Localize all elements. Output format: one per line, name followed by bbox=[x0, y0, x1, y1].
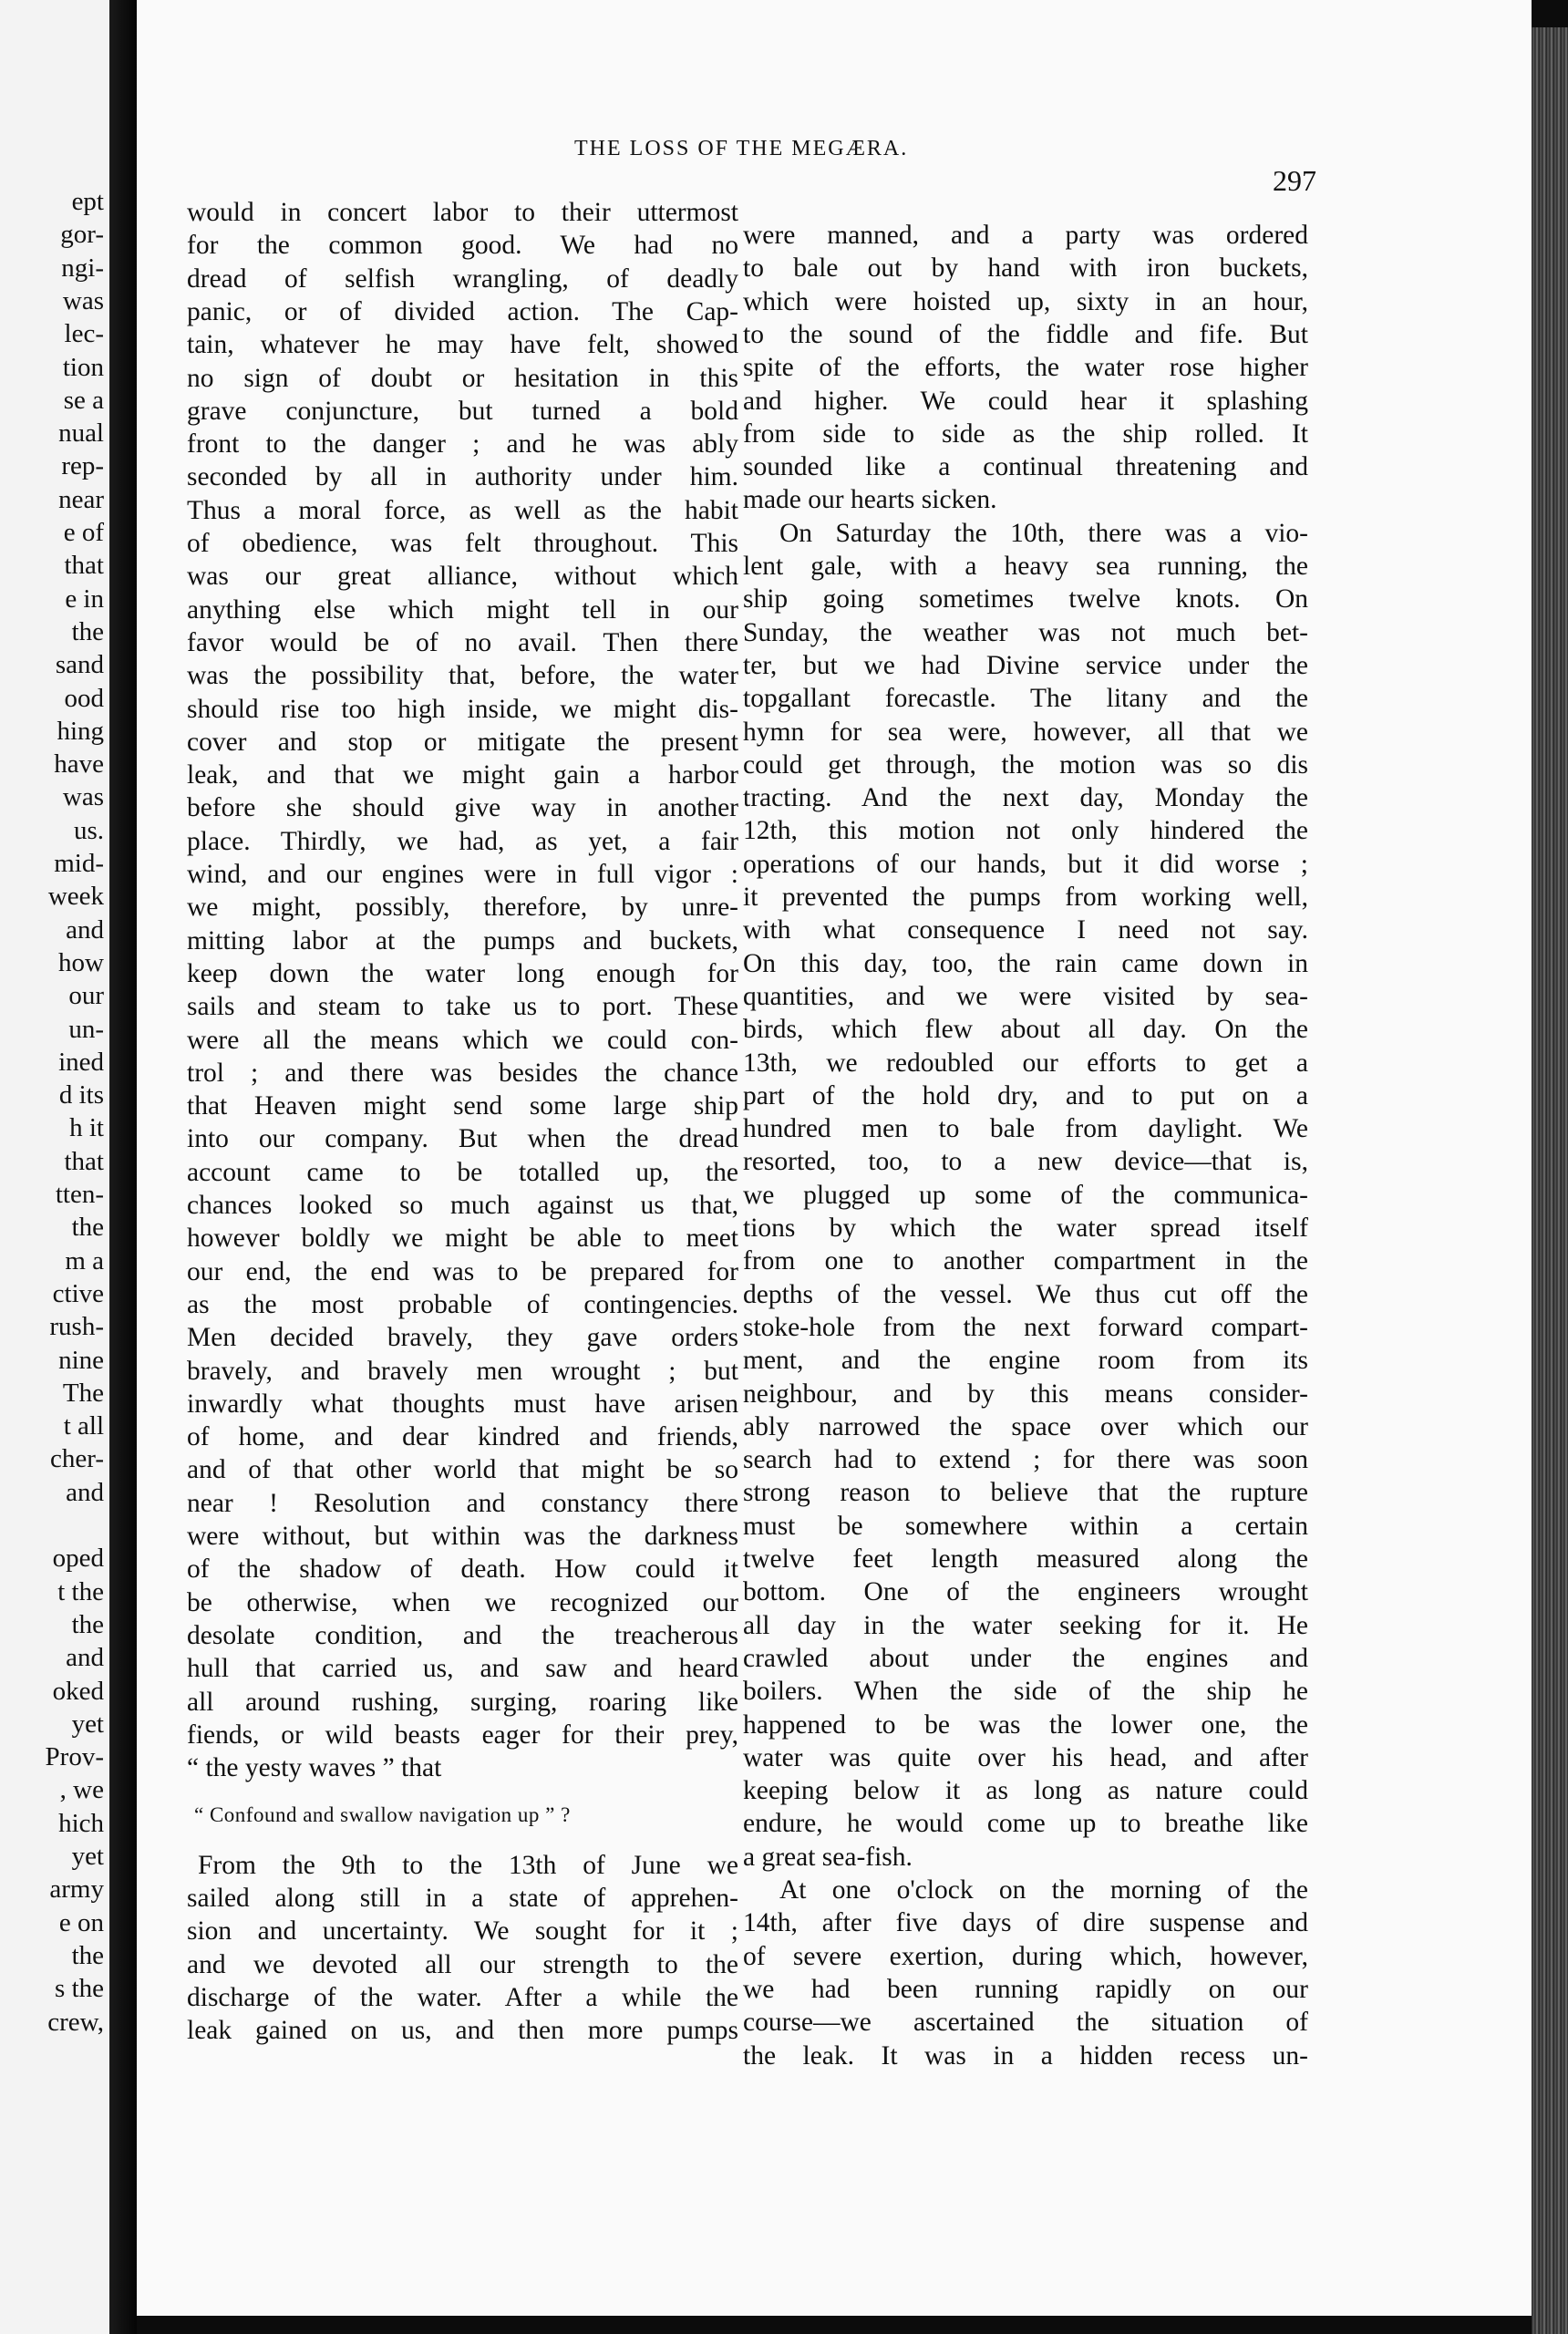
text-line: bottom. One of the engineers wrought bbox=[743, 1577, 1308, 1607]
text-line: desolate condition, and the treacherous bbox=[187, 1620, 738, 1650]
fragment-line: nine bbox=[58, 1345, 104, 1375]
fragment-line: tten- bbox=[55, 1180, 104, 1209]
text-line: place. Thirdly, we had, as yet, a fair bbox=[187, 826, 738, 856]
fragment-line: hing bbox=[57, 716, 104, 746]
text-line: a great sea-fish. bbox=[743, 1842, 913, 1872]
fragment-line: crew, bbox=[47, 2007, 104, 2037]
text-line: birds, which flew about all day. On the bbox=[743, 1015, 1308, 1045]
text-line: sails and steam to take us to port. These bbox=[187, 992, 738, 1022]
fragment-line: how bbox=[58, 947, 104, 977]
text-line: inwardly what thoughts must have arisen bbox=[187, 1389, 738, 1419]
text-line: ter, but we had Divine service under the bbox=[743, 650, 1308, 680]
book-fore-edge bbox=[1532, 27, 1568, 2334]
fragment-line: the bbox=[71, 1940, 104, 1970]
text-line: crawled about under the engines and bbox=[743, 1643, 1308, 1673]
text-line: was our great alliance, without which bbox=[187, 562, 738, 592]
text-line: sounded like a continual threatening and bbox=[743, 452, 1308, 482]
fragment-line: our bbox=[68, 981, 104, 1011]
text-line: into our company. But when the dread bbox=[187, 1124, 738, 1154]
text-line: ably narrowed the space over which our bbox=[743, 1411, 1308, 1441]
text-line: favor would be of no avail. Then there bbox=[187, 627, 738, 657]
text-line: bravely, and bravely men wrought ; but bbox=[187, 1356, 738, 1386]
fragment-line: army bbox=[49, 1874, 104, 1905]
text-line: must be somewhere within a certain bbox=[743, 1511, 1308, 1541]
text-line: trol ; and there was besides the chance bbox=[187, 1058, 738, 1088]
fragment-line: was bbox=[62, 285, 104, 315]
fragment-line: near bbox=[58, 484, 104, 514]
fragment-line: gor- bbox=[60, 220, 104, 250]
text-column-left bbox=[187, 196, 738, 2092]
text-line: was the possibility that, before, the water bbox=[187, 661, 738, 691]
text-line: be otherwise, when we recognized our bbox=[187, 1587, 738, 1617]
gutter-shadow bbox=[109, 0, 137, 2334]
text-line: of severe exertion, during which, however, bbox=[743, 1941, 1308, 1971]
fragment-line: the bbox=[71, 1213, 104, 1243]
text-line: part of the hold dry, and to put on a bbox=[743, 1080, 1308, 1110]
text-line: anything else which might tell in our bbox=[187, 594, 738, 625]
text-line: tions by which the water spread itself bbox=[743, 1213, 1308, 1243]
text-line: should rise too high inside, we might dis- bbox=[187, 694, 738, 724]
text-line: water was quite over his head, and after bbox=[743, 1742, 1308, 1772]
fragment-line: e in bbox=[65, 584, 104, 614]
text-line: Men decided bravely, they gave orders bbox=[187, 1323, 738, 1353]
text-line: ment, and the engine room from its bbox=[743, 1346, 1308, 1376]
text-line: dread of selfish wrangling, of deadly bbox=[187, 263, 738, 294]
fragment-line: rep- bbox=[61, 451, 104, 481]
fragment-line: tion bbox=[62, 352, 104, 382]
fragment-line: e on bbox=[58, 1907, 104, 1937]
fragment-line: sand bbox=[55, 650, 104, 680]
text-line: resorted, too, to a new device—that is, bbox=[743, 1147, 1308, 1177]
fragment-line: se a bbox=[63, 385, 104, 415]
fragment-line: s the bbox=[55, 1974, 104, 2004]
text-line: and of that other world that might be so bbox=[187, 1455, 738, 1485]
text-line: “ the yesty waves ” that bbox=[187, 1753, 442, 1783]
fragment-line: yet bbox=[71, 1709, 104, 1739]
text-line: could get through, the motion was so dis bbox=[743, 749, 1308, 780]
fragment-line: lec- bbox=[64, 319, 104, 349]
text-line: before she should give way in another bbox=[187, 793, 738, 823]
text-line: course—we ascertained the situation of bbox=[743, 2008, 1308, 2038]
fragment-line: Prov- bbox=[45, 1742, 104, 1772]
fragment-line: t all bbox=[63, 1411, 104, 1441]
text-line: quantities, and we were visited by sea- bbox=[743, 981, 1308, 1011]
fragment-line: ood bbox=[64, 683, 104, 713]
fragment-line: that bbox=[64, 1146, 104, 1176]
text-line: of the shadow of death. How could it bbox=[187, 1554, 738, 1585]
text-line: stoke-hole from the next forward compart- bbox=[743, 1312, 1308, 1342]
fragment-line: ined bbox=[58, 1047, 104, 1077]
text-line: it prevented the pumps from working well, bbox=[743, 883, 1308, 912]
text-line: leak gained on us, and then more pumps bbox=[187, 2016, 738, 2046]
text-line: keep down the water long enough for bbox=[187, 958, 738, 988]
fragment-line: that bbox=[64, 551, 104, 581]
fragment-line: and bbox=[66, 1477, 104, 1507]
fragment-line: t the bbox=[57, 1576, 104, 1606]
fragment-line: h it bbox=[69, 1113, 104, 1143]
text-line: ship going sometimes twelve knots. On bbox=[743, 584, 1308, 614]
fragment-line: and bbox=[66, 914, 104, 945]
text-line: neighbour, and by this means consider- bbox=[743, 1379, 1308, 1409]
fragment-line: the bbox=[71, 616, 104, 646]
text-line: tain, whatever he may have felt, showed bbox=[187, 330, 738, 360]
text-line: twelve feet length measured along the bbox=[743, 1544, 1308, 1574]
fragment-line: un- bbox=[68, 1014, 104, 1044]
text-line: sailed along still in a state of apprehen- bbox=[187, 1884, 738, 1913]
text-line: spite of the efforts, the water rose higher bbox=[743, 353, 1308, 383]
running-title: THE LOSS OF THE MEGÆRA. bbox=[574, 137, 909, 160]
fragment-line: e of bbox=[63, 518, 104, 547]
text-line: front to the danger ; and he was ably bbox=[187, 429, 738, 460]
text-line: of home, and dear kindred and friends, bbox=[187, 1422, 738, 1452]
text-line: happened to be was the lower one, the bbox=[743, 1709, 1308, 1740]
text-line: At one o'clock on the morning of the bbox=[779, 1875, 1308, 1905]
fragment-line: ept bbox=[71, 187, 104, 216]
text-line: “ Confound and swallow navigation up ” ? bbox=[194, 1803, 571, 1827]
text-line: fiends, or wild beasts eager for their prey, bbox=[187, 1720, 738, 1750]
text-line: depths of the vessel. We thus cut off the bbox=[743, 1279, 1308, 1309]
text-line: grave conjuncture, but turned a bold bbox=[187, 396, 738, 426]
text-line: seconded by all in authority under him. bbox=[187, 462, 738, 492]
text-line: made our hearts sicken. bbox=[743, 485, 997, 515]
text-line: tracting. And the next day, Monday the bbox=[743, 783, 1308, 813]
fragment-line: cher- bbox=[50, 1444, 104, 1474]
text-line: to the sound of the fiddle and fife. But bbox=[743, 319, 1308, 349]
text-line: keeping below it as long as nature could bbox=[743, 1776, 1308, 1806]
fragment-line: ngi- bbox=[61, 253, 104, 283]
text-line: no sign of doubt or hesitation in this bbox=[187, 363, 738, 393]
fragment-line: was bbox=[62, 782, 104, 812]
text-line: Sunday, the weather was not much bet- bbox=[743, 617, 1308, 647]
text-line: hymn for sea were, however, all that we bbox=[743, 717, 1308, 747]
page-number: 297 bbox=[1273, 164, 1316, 197]
text-line: and higher. We could hear it splashing bbox=[743, 386, 1308, 416]
text-line: we might, possibly, therefore, by unre- bbox=[187, 893, 738, 923]
fragment-line: ctive bbox=[52, 1278, 104, 1308]
text-line: for the common good. We had no bbox=[187, 231, 738, 261]
text-line: operations of our hands, but it did worse ; bbox=[743, 849, 1308, 879]
text-line: discharge of the water. After a while the bbox=[187, 1982, 738, 2012]
fragment-line: The bbox=[62, 1378, 104, 1408]
text-line: that Heaven might send some large ship bbox=[187, 1091, 738, 1121]
fragment-line: oked bbox=[52, 1676, 104, 1706]
text-line: account came to be totalled up, the bbox=[187, 1157, 738, 1187]
text-line: were manned, and a party was ordered bbox=[743, 221, 1308, 250]
text-line: topgallant forecastle. The litany and the bbox=[743, 684, 1308, 714]
text-line: to bale out by hand with iron buckets, bbox=[743, 253, 1308, 284]
fragment-line: have bbox=[54, 749, 104, 780]
text-line: would in concert labor to their uttermost bbox=[187, 198, 738, 227]
fragment-line: m a bbox=[65, 1245, 104, 1275]
text-line: which were hoisted up, sixty in an hour, bbox=[743, 286, 1308, 316]
text-line: leak, and that we might gain a harbor bbox=[187, 760, 738, 790]
text-line: however boldly we might be able to meet bbox=[187, 1224, 738, 1254]
text-line: Thus a moral force, as well as the habit bbox=[187, 495, 738, 525]
text-column-right bbox=[743, 219, 1326, 2106]
text-line: chances looked so much against us that, bbox=[187, 1191, 738, 1220]
text-line: 13th, we redoubled our efforts to get a bbox=[743, 1048, 1308, 1078]
text-line: wind, and our engines were in full vigor : bbox=[187, 860, 738, 889]
text-line: we had been running rapidly on our bbox=[743, 1974, 1308, 2004]
fragment-line: oped bbox=[52, 1544, 104, 1574]
text-line: the leak. It was in a hidden recess un- bbox=[743, 2040, 1308, 2071]
text-line: with what consequence I need not say. bbox=[743, 915, 1308, 945]
text-line: we plugged up some of the communica- bbox=[743, 1180, 1308, 1210]
text-line: 12th, this motion not only hindered the bbox=[743, 816, 1308, 846]
text-line: strong reason to believe that the rupture bbox=[743, 1478, 1308, 1508]
text-line: of obedience, was felt throughout. This bbox=[187, 529, 738, 558]
fragment-line: rush- bbox=[49, 1312, 104, 1342]
text-line: all around rushing, surging, roaring like bbox=[187, 1687, 738, 1717]
fragment-line: and bbox=[66, 1643, 104, 1673]
text-line: hull that carried us, and saw and heard bbox=[187, 1654, 738, 1684]
text-line: as the most probable of contingencies. bbox=[187, 1289, 738, 1319]
fragment-line: yet bbox=[71, 1842, 104, 1871]
text-line: from side to side as the ship rolled. It bbox=[743, 418, 1308, 449]
text-line: were all the means which we could con- bbox=[187, 1025, 738, 1055]
text-line: all day in the water seeking for it. He bbox=[743, 1610, 1308, 1640]
text-line: our end, the end was to be prepared for bbox=[187, 1256, 738, 1286]
fragment-line: week bbox=[47, 882, 104, 912]
text-line: panic, or of divided action. The Cap- bbox=[187, 296, 738, 326]
text-line: hundred men to bale from daylight. We bbox=[743, 1114, 1308, 1144]
text-line: from one to another compartment in the bbox=[743, 1246, 1308, 1276]
fragment-line: us. bbox=[73, 815, 104, 845]
text-line: On Saturday the 10th, there was a vio- bbox=[779, 518, 1308, 548]
text-line: On this day, too, the rain came down in bbox=[743, 948, 1308, 978]
fragment-line: mid- bbox=[54, 849, 104, 878]
text-line: and we devoted all our strength to the bbox=[187, 1949, 738, 1979]
text-line: endure, he would come up to breathe like bbox=[743, 1809, 1308, 1839]
text-line: sion and uncertainty. We sought for it ; bbox=[187, 1916, 738, 1947]
fragment-line: nual bbox=[58, 418, 104, 449]
fragment-line: d its bbox=[58, 1080, 104, 1110]
text-line: were without, but within was the darkness bbox=[187, 1522, 738, 1551]
fragment-line: hich bbox=[58, 1808, 104, 1838]
text-line: mitting labor at the pumps and buckets, bbox=[187, 925, 738, 955]
text-line: cover and stop or mitigate the present bbox=[187, 727, 738, 757]
text-line: search had to extend ; for there was soon bbox=[743, 1445, 1308, 1475]
text-line: lent gale, with a heavy sea running, the bbox=[743, 552, 1308, 581]
fragment-line: , we bbox=[59, 1775, 104, 1805]
text-line: near ! Resolution and constancy there bbox=[187, 1488, 738, 1518]
fragment-line: the bbox=[71, 1609, 104, 1639]
text-line: 14th, after five days of dire suspense and bbox=[743, 1908, 1308, 1938]
text-line: boilers. When the side of the ship he bbox=[743, 1677, 1308, 1707]
text-line: From the 9th to the 13th of June we bbox=[198, 1850, 738, 1880]
